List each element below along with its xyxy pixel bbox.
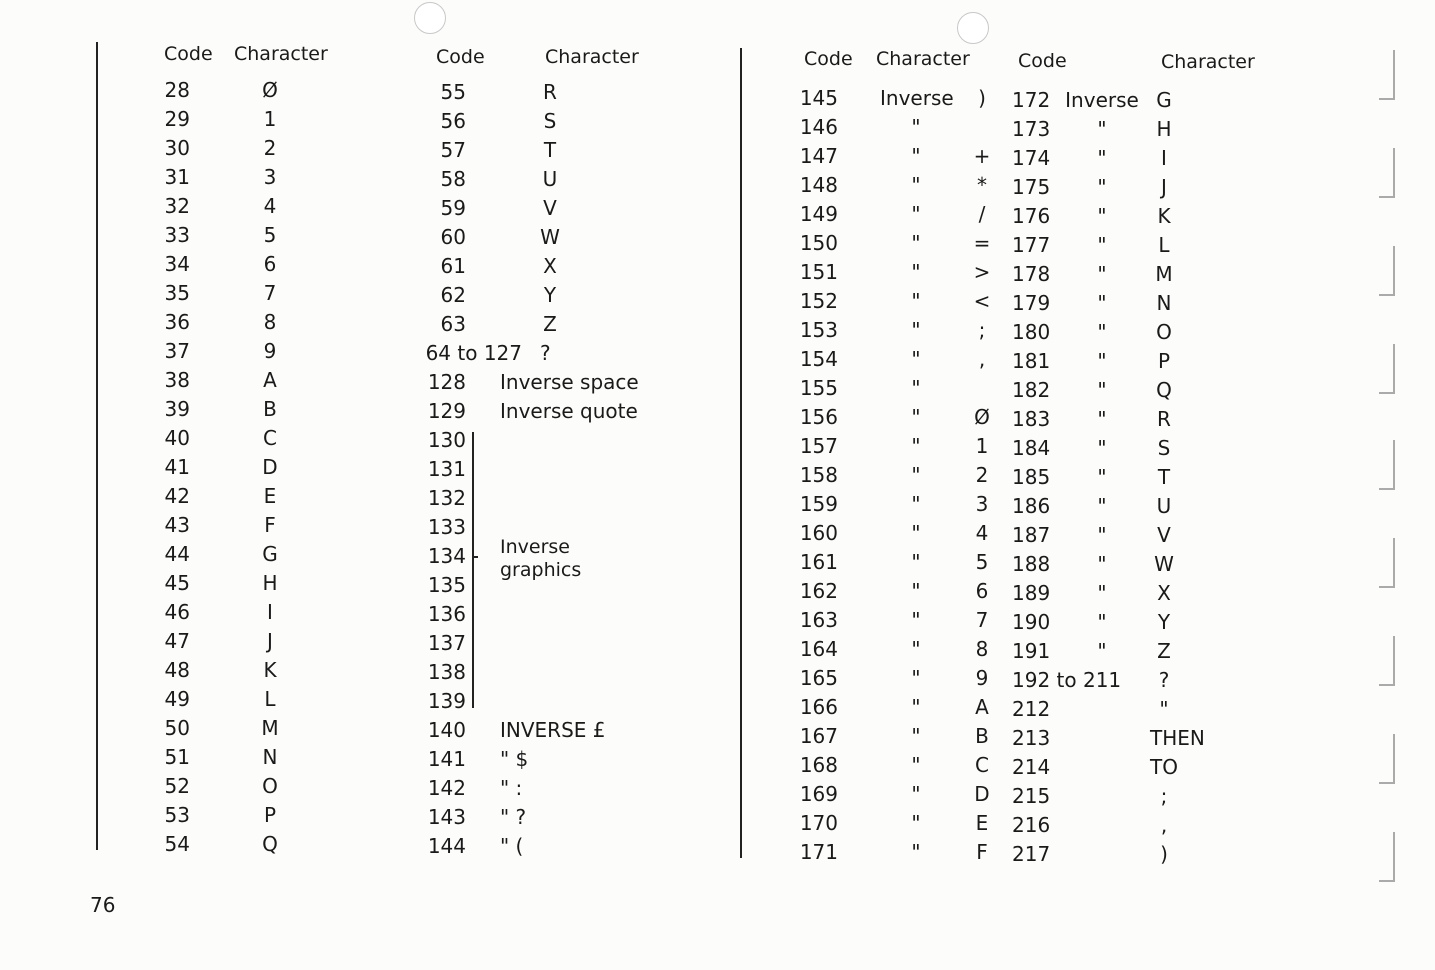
modifier-cell: "	[1097, 320, 1107, 344]
modifier-cell: "	[911, 318, 921, 342]
code-cell: 35	[164, 281, 190, 305]
modifier-cell: "	[1097, 291, 1107, 315]
character-cell: 9	[975, 666, 989, 690]
character-cell: Y	[543, 283, 557, 307]
character-cell: INVERSE £	[500, 718, 606, 742]
character-cell: U	[1156, 494, 1172, 518]
code-cell: 135	[427, 573, 466, 597]
center-divider-rule	[740, 48, 742, 858]
character-cell: Y	[1157, 610, 1171, 634]
col3-character-header: Character	[876, 48, 970, 70]
code-cell: 216	[1012, 813, 1051, 837]
code-cell: 157	[799, 434, 838, 458]
code-cell: 28	[164, 78, 190, 102]
code-cell: 180	[1012, 320, 1051, 344]
code-cell: 181	[1012, 349, 1051, 373]
code-cell: 175	[1012, 175, 1051, 199]
binder-hole-right	[957, 12, 989, 44]
character-cell: P	[263, 803, 277, 827]
code-cell: 64 to 127	[425, 341, 522, 365]
character-cell: T	[543, 138, 557, 162]
character-cell: 5	[263, 223, 277, 247]
code-cell: 50	[164, 716, 190, 740]
code-cell: 142	[427, 776, 466, 800]
character-cell: 6	[263, 252, 277, 276]
code-cell: 145	[799, 86, 838, 110]
character-cell: X	[1157, 581, 1171, 605]
code-cell: 52	[164, 774, 190, 798]
code-cell: 33	[164, 223, 190, 247]
modifier-cell: "	[911, 260, 921, 284]
character-cell: O	[262, 774, 278, 798]
modifier-cell: "	[911, 579, 921, 603]
character-cell: )	[1160, 842, 1168, 866]
character-cell: F	[976, 840, 988, 864]
code-cell: 34	[164, 252, 190, 276]
index-tab	[1379, 246, 1395, 296]
modifier-cell: "	[1097, 233, 1107, 257]
code-cell: 136	[427, 602, 466, 626]
modifier-cell: "	[911, 811, 921, 835]
code-cell: 31	[164, 165, 190, 189]
character-cell: A	[263, 368, 277, 392]
character-cell: A	[975, 695, 989, 719]
code-cell: 158	[799, 463, 838, 487]
character-cell: F	[264, 513, 276, 537]
character-cell: Q	[1156, 378, 1172, 402]
left-margin-rule	[96, 42, 98, 850]
character-cell: 9	[263, 339, 277, 363]
modifier-cell: "	[1097, 349, 1107, 373]
character-cell: N	[1156, 291, 1172, 315]
character-cell: M	[1155, 262, 1173, 286]
modifier-cell: "	[911, 376, 921, 400]
code-cell: 154	[799, 347, 838, 371]
code-cell: 137	[427, 631, 466, 655]
code-cell: 60	[440, 225, 466, 249]
code-cell: 178	[1012, 262, 1051, 286]
code-cell: 212	[1012, 697, 1051, 721]
modifier-cell: "	[911, 347, 921, 371]
character-cell: G	[1156, 88, 1172, 112]
character-cell: C	[975, 753, 989, 777]
modifier-cell: "	[1097, 436, 1107, 460]
character-cell: " (	[500, 834, 524, 858]
character-cell: ,	[1160, 813, 1168, 837]
character-cell: E	[975, 811, 989, 835]
character-cell: W	[540, 225, 560, 249]
character-cell: ;	[978, 318, 986, 342]
character-cell: R	[543, 80, 557, 104]
character-cell: 8	[975, 637, 989, 661]
code-cell: 36	[164, 310, 190, 334]
code-cell: 63	[440, 312, 466, 336]
code-cell: 53	[164, 803, 190, 827]
code-cell: 187	[1012, 523, 1051, 547]
code-cell: 184	[1012, 436, 1051, 460]
code-cell: 38	[164, 368, 190, 392]
character-cell: Z	[1157, 639, 1171, 663]
code-cell: 166	[799, 695, 838, 719]
modifier-cell: "	[911, 492, 921, 516]
code-cell: 37	[164, 339, 190, 363]
modifier-cell: "	[1097, 407, 1107, 431]
code-cell: 139	[427, 689, 466, 713]
character-cell: N	[262, 745, 278, 769]
character-cell: >	[973, 260, 991, 284]
code-cell: 143	[427, 805, 466, 829]
character-cell: I	[1161, 146, 1167, 170]
character-cell: " $	[500, 747, 529, 771]
code-cell: 54	[164, 832, 190, 856]
modifier-cell: "	[911, 231, 921, 255]
col1-code-header: Code	[164, 43, 213, 65]
character-cell: V	[1157, 523, 1171, 547]
code-cell: 156	[799, 405, 838, 429]
code-cell: 57	[440, 138, 466, 162]
inverse-graphics-bracket	[466, 432, 474, 708]
character-cell: <	[973, 289, 991, 313]
character-cell: )	[978, 86, 986, 110]
code-cell: 42	[164, 484, 190, 508]
col4-code-header: Code	[1018, 50, 1067, 72]
code-cell: 144	[427, 834, 466, 858]
character-cell: /	[978, 202, 986, 226]
code-cell: 133	[427, 515, 466, 539]
code-cell: 160	[799, 521, 838, 545]
character-cell: Z	[543, 312, 557, 336]
index-tab	[1379, 734, 1395, 784]
code-cell: 58	[440, 167, 466, 191]
modifier-cell: "	[1097, 117, 1107, 141]
character-cell: 7	[975, 608, 989, 632]
code-cell: 163	[799, 608, 838, 632]
character-cell: D	[974, 782, 990, 806]
code-cell: 191	[1012, 639, 1051, 663]
code-cell: 30	[164, 136, 190, 160]
code-cell: 44	[164, 542, 190, 566]
code-cell: 162	[799, 579, 838, 603]
character-cell: Q	[262, 832, 278, 856]
code-cell: 182	[1012, 378, 1051, 402]
bracket-label-line1: Inverse	[500, 536, 570, 558]
code-cell: 55	[440, 80, 466, 104]
code-cell: 134	[427, 544, 466, 568]
character-cell: B	[263, 397, 277, 421]
code-cell: 189	[1012, 581, 1051, 605]
modifier-cell: "	[1097, 610, 1107, 634]
modifier-cell: "	[911, 695, 921, 719]
modifier-cell: "	[911, 840, 921, 864]
col2-code-header: Code	[436, 46, 485, 68]
character-cell: 3	[263, 165, 277, 189]
index-tab	[1379, 440, 1395, 490]
code-cell: 190	[1012, 610, 1051, 634]
bracket-label-line2: graphics	[500, 559, 582, 581]
character-cell: L	[264, 687, 276, 711]
code-cell: 152	[799, 289, 838, 313]
code-cell: 213	[1012, 726, 1051, 750]
modifier-cell: "	[1097, 378, 1107, 402]
modifier-cell: "	[1097, 494, 1107, 518]
code-cell: 45	[164, 571, 190, 595]
code-cell: 169	[799, 782, 838, 806]
code-cell: 47	[164, 629, 190, 653]
modifier-cell: "	[911, 521, 921, 545]
col2-character-header: Character	[545, 46, 639, 68]
code-cell: 149	[799, 202, 838, 226]
code-cell: 179	[1012, 291, 1051, 315]
code-cell: 172	[1012, 88, 1051, 112]
code-cell: 155	[799, 376, 838, 400]
character-cell: V	[543, 196, 557, 220]
modifier-cell: "	[911, 434, 921, 458]
code-cell: 186	[1012, 494, 1051, 518]
code-cell: 39	[164, 397, 190, 421]
code-cell: 128	[427, 370, 466, 394]
code-cell: 217	[1012, 842, 1051, 866]
code-cell: 56	[440, 109, 466, 133]
code-cell: 161	[799, 550, 838, 574]
modifier-cell: "	[911, 144, 921, 168]
character-cell: C	[263, 426, 277, 450]
code-cell: 129	[427, 399, 466, 423]
character-cell: 3	[975, 492, 989, 516]
character-cell: I	[267, 600, 273, 624]
character-cell: J	[267, 629, 273, 653]
character-cell: D	[262, 455, 278, 479]
character-cell: 2	[263, 136, 277, 160]
modifier-cell: "	[911, 289, 921, 313]
code-cell: 146	[799, 115, 838, 139]
character-cell: 5	[975, 550, 989, 574]
character-cell: W	[1154, 552, 1174, 576]
character-cell: E	[263, 484, 277, 508]
character-cell: Inverse space	[500, 370, 639, 394]
character-cell: Ø	[974, 405, 990, 429]
character-cell: R	[1157, 407, 1171, 431]
code-cell: 165	[799, 666, 838, 690]
modifier-cell: "	[911, 637, 921, 661]
code-cell: 192 to 211	[1012, 668, 1122, 692]
code-cell: 141	[427, 747, 466, 771]
character-cell: ;	[1160, 784, 1168, 808]
modifier-cell: Inverse	[1065, 88, 1139, 112]
character-cell: H	[1156, 117, 1172, 141]
character-cell: 8	[263, 310, 277, 334]
code-cell: 176	[1012, 204, 1051, 228]
modifier-cell: "	[911, 173, 921, 197]
modifier-cell: "	[1097, 262, 1107, 286]
col1-character-header: Character	[234, 43, 328, 65]
modifier-cell: "	[911, 202, 921, 226]
character-cell: "	[1159, 697, 1169, 721]
character-cell: *	[977, 173, 987, 197]
index-tab	[1379, 344, 1395, 394]
character-cell: 1	[263, 107, 277, 131]
code-cell: 168	[799, 753, 838, 777]
code-cell: 148	[799, 173, 838, 197]
code-cell: 132	[427, 486, 466, 510]
code-cell: 171	[799, 840, 838, 864]
character-cell: " :	[500, 776, 523, 800]
modifier-cell: "	[1097, 581, 1107, 605]
code-cell: 48	[164, 658, 190, 682]
index-tab	[1379, 50, 1395, 100]
character-cell: S	[1157, 436, 1171, 460]
modifier-cell: "	[1097, 523, 1107, 547]
bracket-point	[472, 556, 478, 558]
modifier-cell: "	[1097, 175, 1107, 199]
modifier-cell: "	[911, 463, 921, 487]
code-cell: 130	[427, 428, 466, 452]
character-cell: U	[542, 167, 558, 191]
character-cell: S	[543, 109, 557, 133]
code-cell: 59	[440, 196, 466, 220]
code-cell: 151	[799, 260, 838, 284]
modifier-cell: "	[911, 550, 921, 574]
code-cell: 140	[427, 718, 466, 742]
code-cell: 174	[1012, 146, 1051, 170]
modifier-cell: "	[911, 666, 921, 690]
code-cell: 164	[799, 637, 838, 661]
code-cell: 40	[164, 426, 190, 450]
modifier-cell: "	[911, 608, 921, 632]
code-cell: 173	[1012, 117, 1051, 141]
code-cell: 183	[1012, 407, 1051, 431]
code-cell: 215	[1012, 784, 1051, 808]
code-cell: 214	[1012, 755, 1051, 779]
character-cell: M	[261, 716, 279, 740]
code-cell: 61	[440, 254, 466, 278]
character-cell: 4	[975, 521, 989, 545]
code-cell: 170	[799, 811, 838, 835]
code-cell: 41	[164, 455, 190, 479]
character-cell: Inverse quote	[500, 399, 638, 423]
character-cell: ,	[978, 347, 986, 371]
character-cell: THEN	[1150, 726, 1205, 750]
page-number: 76	[90, 893, 116, 917]
character-cell: " ?	[500, 805, 527, 829]
code-cell: 185	[1012, 465, 1051, 489]
character-cell: O	[1156, 320, 1172, 344]
character-cell: G	[262, 542, 278, 566]
modifier-cell: "	[1097, 552, 1107, 576]
modifier-cell: "	[911, 115, 921, 139]
character-cell: TO	[1150, 755, 1178, 779]
character-cell: K	[1157, 204, 1171, 228]
code-cell: 29	[164, 107, 190, 131]
modifier-cell: "	[1097, 465, 1107, 489]
character-cell: 6	[975, 579, 989, 603]
character-cell: Ø	[262, 78, 278, 102]
modifier-cell: Inverse	[880, 86, 954, 110]
character-cell: H	[262, 571, 278, 595]
character-cell: J	[1161, 175, 1167, 199]
index-tab	[1379, 636, 1395, 686]
index-tab	[1379, 832, 1395, 882]
modifier-cell: "	[911, 405, 921, 429]
character-cell: B	[975, 724, 989, 748]
modifier-cell: "	[911, 724, 921, 748]
character-cell: +	[973, 144, 991, 168]
code-cell: 49	[164, 687, 190, 711]
code-cell: 188	[1012, 552, 1051, 576]
code-cell: 177	[1012, 233, 1051, 257]
code-cell: 46	[164, 600, 190, 624]
code-cell: 51	[164, 745, 190, 769]
code-cell: 32	[164, 194, 190, 218]
character-cell: X	[543, 254, 557, 278]
index-tab	[1379, 538, 1395, 588]
code-cell: 138	[427, 660, 466, 684]
modifier-cell: "	[1097, 146, 1107, 170]
binder-hole-left	[414, 2, 446, 34]
col3-code-header: Code	[804, 48, 853, 70]
modifier-cell: "	[1097, 204, 1107, 228]
character-cell: ?	[540, 341, 551, 365]
index-tab	[1379, 148, 1395, 198]
character-cell: 2	[975, 463, 989, 487]
character-cell: T	[1157, 465, 1171, 489]
modifier-cell: "	[1097, 639, 1107, 663]
character-cell: 4	[263, 194, 277, 218]
code-cell: 159	[799, 492, 838, 516]
character-cell: 1	[975, 434, 989, 458]
code-cell: 131	[427, 457, 466, 481]
character-cell: =	[973, 231, 991, 255]
col4-character-header: Character	[1161, 51, 1255, 73]
character-cell: K	[263, 658, 277, 682]
character-cell: P	[1157, 349, 1171, 373]
modifier-cell: "	[911, 782, 921, 806]
code-cell: 153	[799, 318, 838, 342]
character-cell: L	[1158, 233, 1170, 257]
character-cell: ?	[1158, 668, 1170, 692]
code-cell: 167	[799, 724, 838, 748]
code-cell: 147	[799, 144, 838, 168]
code-cell: 43	[164, 513, 190, 537]
code-cell: 62	[440, 283, 466, 307]
code-cell: 150	[799, 231, 838, 255]
character-cell: 7	[263, 281, 277, 305]
modifier-cell: "	[911, 753, 921, 777]
